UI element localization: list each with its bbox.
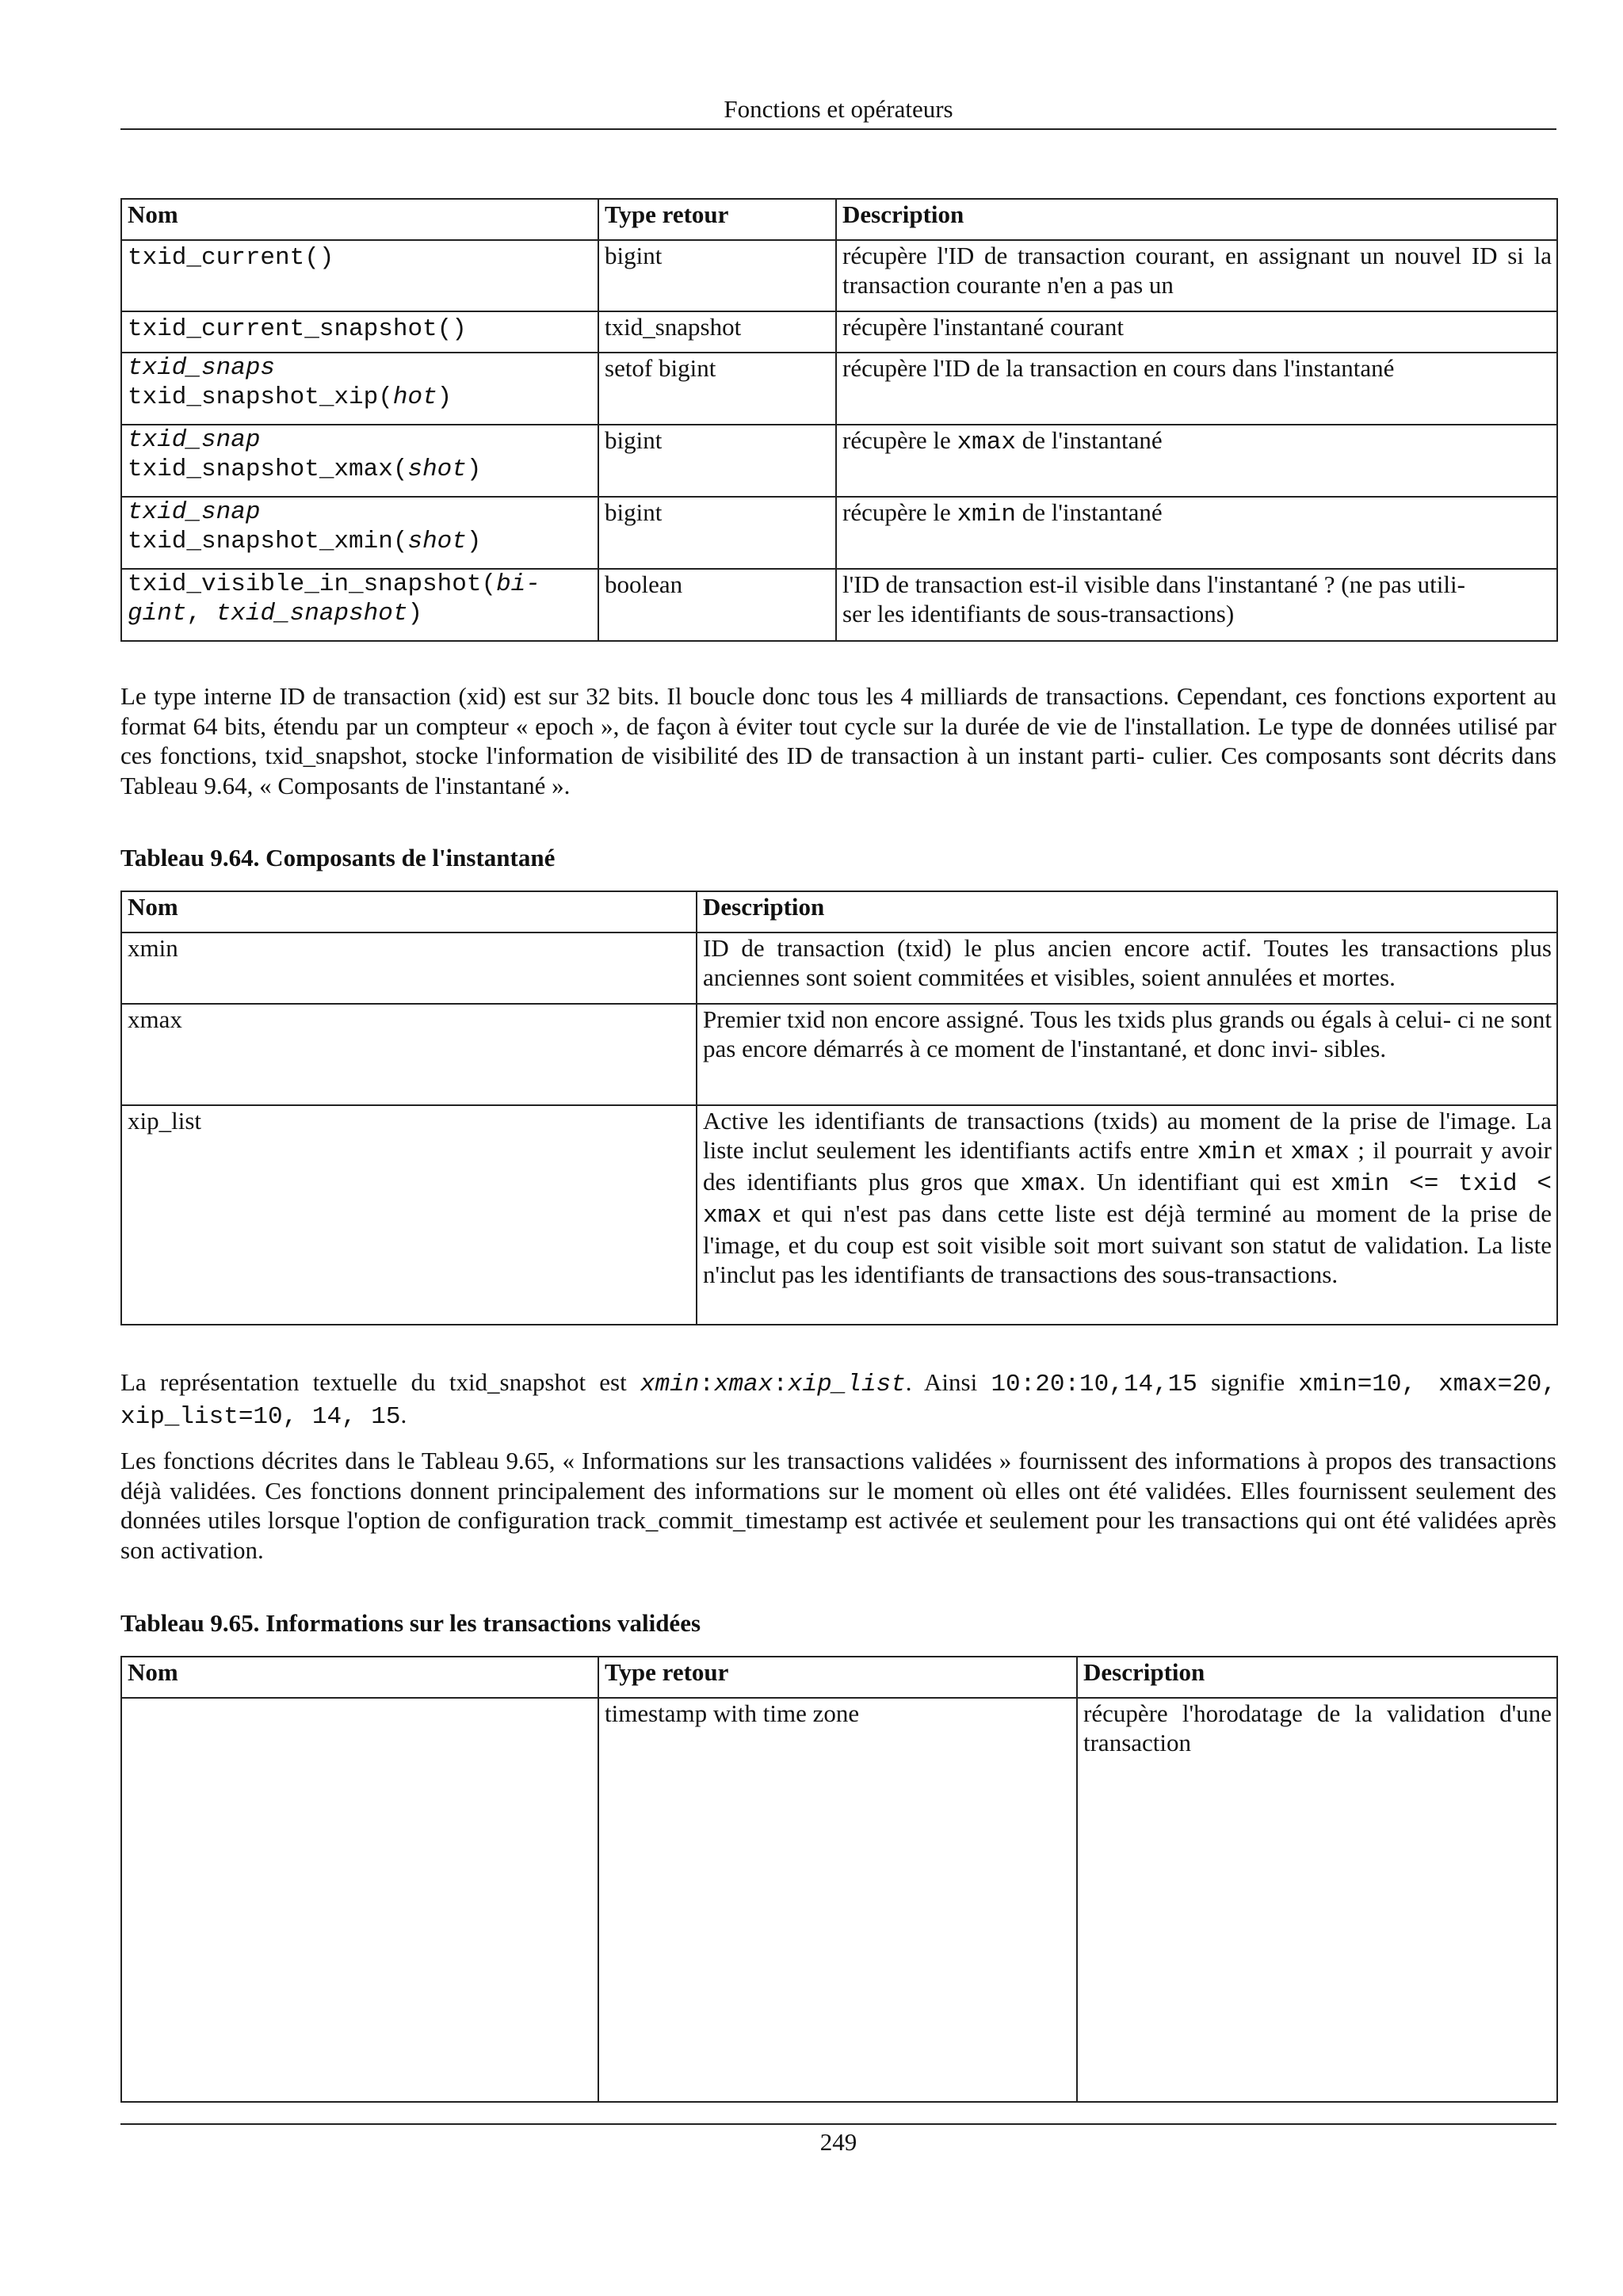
- function-name: txid_snapshot_xmin(: [128, 528, 408, 555]
- paragraph-xid: Le type interne ID de transaction (xid) est sur 32 bits. Il boucle donc tous les 4 milliards de transactions. Cependant, ces fonctions exportent au format 64 bits, étendu par un compteur « epoch », de façon à éviter tout cycle sur la durée de vie de l'installation. Le type de données utilisé par ces fonctions, txid_snapshot, stocke l'information de visibilité des ID de transaction à un instant parti- culier. Ces composants sont décrits dans Tableau 9.64, « Composants de l'instantané ».: [120, 682, 1556, 799]
- inline-code: xmin: [957, 501, 1016, 528]
- table-row: [121, 1105, 1557, 1325]
- return-type: txid_snapshot: [598, 311, 836, 353]
- snapshot-components-table: [120, 891, 1558, 1325]
- function-arg: shot: [407, 456, 467, 483]
- function-arg: shot: [407, 528, 467, 555]
- function-description: récupère le xmin de l'instantané: [836, 497, 1557, 569]
- table-row: [121, 311, 1557, 353]
- inline-code: xmax: [1020, 1170, 1079, 1198]
- table-header-row: [121, 1657, 1557, 1698]
- table-row: txid_snap txid_snapshot_xmax(shot) bigint récupère le xmax de l'instantané: [121, 425, 1557, 497]
- commit-info-table: [120, 1656, 1558, 2103]
- return-type: bigint: [598, 240, 836, 311]
- component-description: Premier txid non encore assigné. Tous les txids plus grands ou égals à celui- ci ne sont pas encore démarrés à ce moment de l'instantané, et donc invi- sibles.: [697, 1004, 1557, 1105]
- table-row: [121, 1698, 1557, 2102]
- table-row: txid_snap txid_snapshot_xmin(shot) bigint récupère le xmin de l'instantané: [121, 497, 1557, 569]
- function-param: txid_snaps: [128, 354, 276, 382]
- col-header-type: Type retour: [598, 199, 836, 240]
- function-arg: hot: [392, 383, 437, 411]
- function-name: txid_snapshot_xip(: [128, 383, 393, 411]
- table-caption-9-65: Tableau 9.65. Informations sur les transactions validées: [120, 1609, 701, 1637]
- paragraph-text-representation: La représentation textuelle du txid_snapshot est xmin:xmax:xip_list. Ainsi 10:20:10,14,15 signifie xmin=10, xmax=20, xip_list=10, 14, 15.: [120, 1368, 1557, 1431]
- col-header-type: Type retour: [598, 1657, 1077, 1698]
- function-description: récupère l'instantané courant: [836, 311, 1557, 353]
- return-type: bigint: [598, 425, 836, 497]
- return-type: boolean: [598, 569, 836, 641]
- table-row: [121, 1004, 1557, 1105]
- function-name: txid_visible_in_snapshot(: [128, 570, 497, 598]
- table-header-row: [121, 891, 1557, 933]
- component-description: Active les identifiants de transactions (txids) au moment de la prise de l'image. La liste inclut seulement les identifiants actifs entre xmin et xmax ; il pourrait y avoir des identifiants plus gros que xmax. Un identifiant qui est xmin <= txid < xmax et qui n'est pas dans cette liste est déjà terminé au moment de la prise de l'image, et du coup est soit visible soit mort suivant son statut de validation. La liste n'inclut pas les identifiants de transactions des sous-transactions.: [697, 1105, 1557, 1325]
- page-number: 249: [819, 2128, 857, 2156]
- col-header-nom: Nom: [121, 199, 598, 240]
- paragraph-commit-info: Les fonctions décrites dans le Tableau 9.65, « Informations sur les transactions validées » fournissent des informations à propos des transactions déjà validées. Ces fonctions donnent principalement des informations sur le moment où elles ont été validées. Elles fournissent seulement des données utiles lorsque l'option de configuration track_commit_timestamp est activée et seulement pour les transactions qui ont été validées après son activation.: [120, 1447, 1556, 1564]
- header-rule: [120, 128, 1556, 130]
- function-name: txid_snapshot_xmax(: [128, 456, 408, 483]
- table-row: [121, 933, 1557, 1004]
- function-name: [121, 1698, 598, 2102]
- function-arg: bi-: [496, 570, 540, 598]
- col-header-description: Description: [1077, 1657, 1557, 1698]
- table-row: [121, 240, 1557, 311]
- component-description: ID de transaction (txid) le plus ancien encore actif. Toutes les transactions plus anciennes sont soient commitées et visibles, soient annulées et mortes.: [697, 933, 1557, 1004]
- component-name: xip_list: [121, 1105, 697, 1325]
- txid-functions-table: [120, 198, 1558, 642]
- return-type: bigint: [598, 497, 836, 569]
- return-type: timestamp with time zone: [598, 1698, 1077, 2102]
- footer-rule: [120, 2123, 1556, 2125]
- function-description: récupère l'ID de la transaction en cours dans l'instantané: [836, 353, 1557, 425]
- function-description: récupère l'horodatage de la validation d'une transaction: [1077, 1698, 1557, 2102]
- function-description: récupère l'ID de transaction courant, en assignant un nouvel ID si la transaction courante n'en a pas un: [836, 240, 1557, 311]
- col-header-description: Description: [697, 891, 1557, 933]
- table-header-row: [121, 199, 1557, 240]
- inline-code: xmin: [1197, 1138, 1257, 1166]
- col-header-nom: Nom: [121, 891, 697, 933]
- component-name: xmin: [121, 933, 697, 1004]
- inline-code: xmin <= txid < xmax: [703, 1170, 1552, 1230]
- inline-code: xmax: [957, 429, 1016, 456]
- table-row: txid_visible_in_snapshot(bi- gint, txid_snapshot) boolean l'ID de transaction est-il visible dans l'instantané ? (ne pas utili- ser les identifiants de sous-transactions): [121, 569, 1557, 641]
- function-description: l'ID de transaction est-il visible dans l'instantané ? (ne pas utili- ser les identifiants de sous-transactions): [836, 569, 1557, 641]
- table-row: txid_snaps txid_snapshot_xip(hot) setof bigint récupère l'ID de la transaction en cours dans l'instantané: [121, 353, 1557, 425]
- inline-code: xmax: [1290, 1138, 1350, 1166]
- component-name: xmax: [121, 1004, 697, 1105]
- return-type: setof bigint: [598, 353, 836, 425]
- col-header-description: Description: [836, 199, 1557, 240]
- function-name: txid_current(): [128, 244, 334, 272]
- function-description: récupère le xmax de l'instantané: [836, 425, 1557, 497]
- function-param: txid_snap: [128, 426, 261, 454]
- function-param: txid_snap: [128, 498, 261, 526]
- function-name: txid_current_snapshot(): [128, 315, 467, 343]
- table-caption-9-64: Tableau 9.64. Composants de l'instantané: [120, 844, 556, 871]
- running-header: Fonctions et opérateurs: [724, 95, 953, 123]
- col-header-nom: Nom: [121, 1657, 598, 1698]
